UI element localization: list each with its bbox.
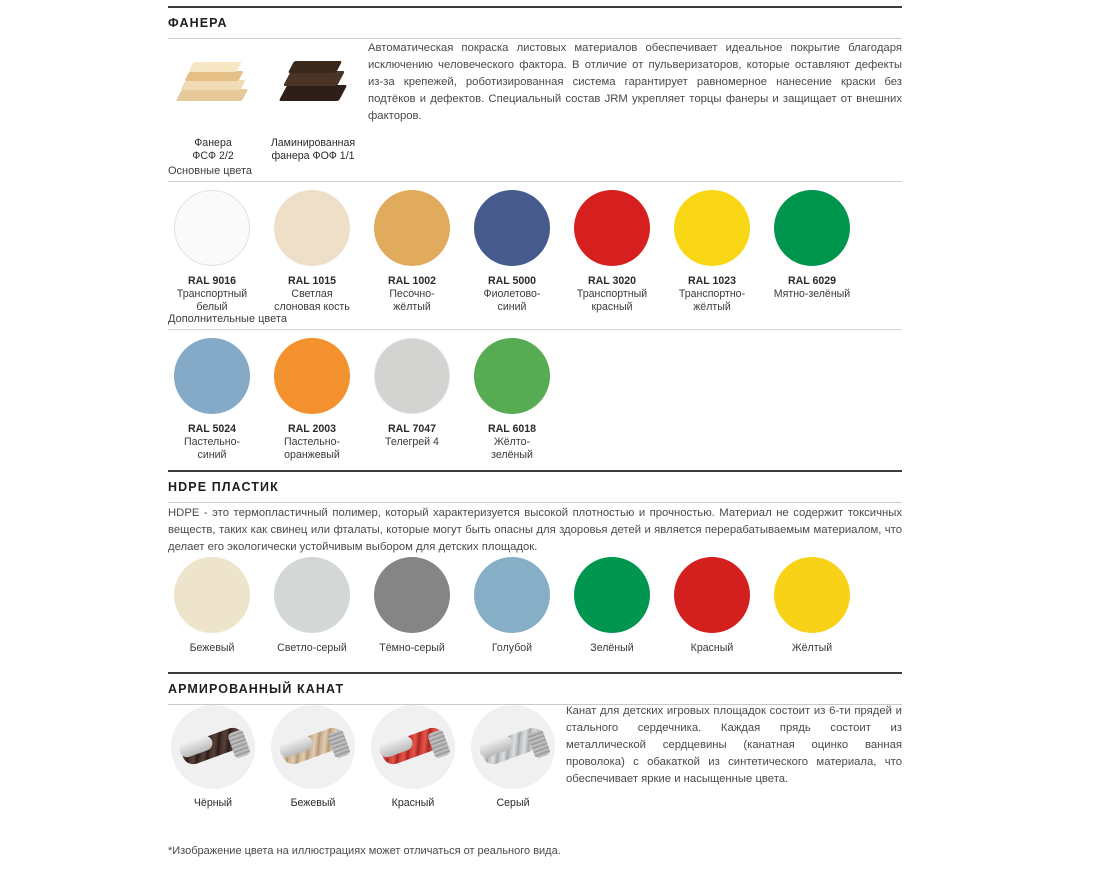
swatch-code: RAL 7047 <box>387 423 437 435</box>
rope-caption <box>463 797 563 810</box>
rope-icon <box>271 705 355 789</box>
main-colors-row <box>162 190 862 314</box>
swatch-dot <box>274 190 350 266</box>
swatch-name-2: синий <box>497 301 527 313</box>
section-header-rope <box>168 672 902 705</box>
swatch-dot <box>674 557 750 633</box>
swatch-dot <box>574 190 650 266</box>
swatch-caption <box>462 275 562 314</box>
swatch-dot <box>474 557 550 633</box>
swatch-code: RAL 3020 <box>587 275 637 287</box>
swatch-code: RAL 6018 <box>487 423 537 435</box>
plywood-materials <box>163 45 363 163</box>
swatch-name-1: Мятно-зелёный <box>773 288 851 300</box>
swatch-code: RAL 6029 <box>787 275 837 287</box>
rope-caption <box>163 797 263 810</box>
color-swatch[interactable] <box>462 338 562 462</box>
material-line1: Ламинированная <box>270 137 356 149</box>
color-swatch[interactable] <box>562 557 662 655</box>
swatch-name-1: Жёлто- <box>493 436 530 448</box>
swatch-name-2: слоновая кость <box>274 301 350 313</box>
swatch-name-2: синий <box>197 449 227 461</box>
rope-icon <box>471 705 555 789</box>
swatch-name: Голубой <box>491 642 533 654</box>
swatch-name-2: жёлтый <box>693 301 731 313</box>
swatch-code: RAL 1002 <box>387 275 437 287</box>
swatch-caption <box>162 423 262 462</box>
swatch-caption <box>762 275 862 301</box>
color-swatch[interactable] <box>262 190 362 314</box>
color-swatch[interactable] <box>162 557 262 655</box>
rope-swatch[interactable] <box>263 705 363 810</box>
rope-swatch[interactable] <box>163 705 263 810</box>
swatch-caption <box>362 275 462 314</box>
material-line2: фанера ФОФ 1/1 <box>271 150 355 162</box>
material-caption <box>263 137 363 163</box>
section-title: HDPE ПЛАСТИК <box>168 480 279 494</box>
swatch-caption <box>162 642 262 655</box>
section-title: АРМИРОВАННЫЙ КАНАТ <box>168 682 345 696</box>
swatch-caption <box>162 275 262 314</box>
swatch-caption <box>362 642 462 655</box>
color-swatch[interactable] <box>262 557 362 655</box>
material-line1: Фанера <box>194 137 232 149</box>
swatch-caption <box>262 275 362 314</box>
swatch-dot <box>774 190 850 266</box>
rope-description: Канат для детских игровых площадок состоит из 6-ти прядей и стального сердечника. Каждая прядь состоит из металлической сердцевины (канатная оцинко ванная проволока) с обакаткой из синтетического материала, что обеспечивает яркие и насыщенные цвета. <box>566 705 902 785</box>
swatch-code: RAL 2003 <box>287 423 337 435</box>
laminated-plywood-icon <box>271 45 355 129</box>
swatch-name-2: зелёный <box>491 449 533 461</box>
color-swatch[interactable] <box>362 190 462 314</box>
color-swatch[interactable] <box>462 557 562 655</box>
color-swatch[interactable] <box>362 338 462 462</box>
swatch-dot <box>174 190 250 266</box>
swatch-name-1: Светлая <box>291 288 333 300</box>
swatch-caption <box>462 642 562 655</box>
swatch-name-1: Телегрей 4 <box>385 436 439 448</box>
swatch-dot <box>274 557 350 633</box>
material-line2: ФСФ 2/2 <box>192 150 234 162</box>
color-swatch[interactable] <box>762 190 862 314</box>
material-caption <box>163 137 263 163</box>
color-swatch[interactable] <box>762 557 862 655</box>
swatch-code: RAL 1015 <box>287 275 337 287</box>
swatch-dot <box>174 557 250 633</box>
color-swatch[interactable] <box>462 190 562 314</box>
swatch-caption <box>662 642 762 655</box>
rope-colors-row <box>163 705 563 810</box>
swatch-name-2: оранжевый <box>284 449 340 461</box>
rope-icon <box>171 705 255 789</box>
swatch-caption <box>262 423 362 462</box>
extra-colors-label: Дополнительные цвета <box>168 313 902 330</box>
color-swatch[interactable] <box>262 338 362 462</box>
swatch-dot <box>374 338 450 414</box>
color-swatch[interactable] <box>662 190 762 314</box>
swatch-caption <box>562 642 662 655</box>
material-item[interactable] <box>263 45 363 163</box>
main-colors-label: Основные цвета <box>168 165 902 182</box>
swatch-caption <box>762 642 862 655</box>
swatch-name: Светло-серый <box>277 642 347 654</box>
swatch-dot <box>674 190 750 266</box>
swatch-name: Тёмно-серый <box>379 642 445 654</box>
swatch-name-1: Пастельно- <box>283 436 341 448</box>
swatch-name-2: белый <box>196 301 228 313</box>
rope-icon <box>371 705 455 789</box>
color-swatch[interactable] <box>662 557 762 655</box>
swatch-code: RAL 5024 <box>187 423 237 435</box>
swatch-caption <box>662 275 762 314</box>
plywood-description: Автоматическая покраска листовых материалов обеспечивает идеальное покрытие благодаря исключению человеческого фактора. В отличие от пульверизаторов, которые оставляют дефекты из-за крепежей, роботизированная система гарантирует равномерное нанесение краски без подтёков и дефектов. Специальный состав JRM укрепляет торцы фанеры и защищает от внешних факторов. <box>368 42 902 122</box>
plywood-stack-icon <box>171 45 255 129</box>
material-item[interactable] <box>163 45 263 163</box>
swatch-name: Бежевый <box>189 642 235 654</box>
swatch-dot <box>374 557 450 633</box>
rope-caption <box>363 797 463 810</box>
hdpe-colors-row <box>162 557 862 655</box>
swatch-caption <box>262 642 362 655</box>
swatch-name: Красный <box>690 642 734 654</box>
swatch-name-2: жёлтый <box>393 301 431 313</box>
rope-name: Серый <box>496 797 530 809</box>
swatch-dot <box>474 338 550 414</box>
swatch-name: Зелёный <box>590 642 634 654</box>
color-swatch[interactable] <box>162 190 262 314</box>
swatch-dot <box>274 338 350 414</box>
swatch-dot <box>374 190 450 266</box>
swatch-name-1: Транспортный <box>576 288 648 300</box>
swatch-caption <box>562 275 662 314</box>
swatch-code: RAL 9016 <box>187 275 237 287</box>
rope-name: Чёрный <box>193 797 233 809</box>
swatch-name-2: красный <box>591 301 633 313</box>
swatch-code: RAL 5000 <box>487 275 537 287</box>
section-header-hdpe <box>168 470 902 503</box>
footnote: *Изображение цвета на иллюстрациях может отличаться от реального вида. <box>168 845 561 857</box>
swatch-dot <box>774 557 850 633</box>
swatch-name-1: Песочно- <box>389 288 435 300</box>
rope-name: Красный <box>391 797 435 809</box>
rope-name: Бежевый <box>290 797 336 809</box>
swatch-name-1: Пастельно- <box>183 436 241 448</box>
rope-swatch[interactable] <box>363 705 463 810</box>
hdpe-description: HDPE - это термопластичный полимер, который характеризуется высокой плотностью и прочностью. Материал не содержит токсичных веществ, таких как свинец или фталаты, которые могут быть опасны для здоровья детей и является перерабатываемым материалом, что делает его экологически устойчивым выбором для детских площадок. <box>168 507 902 553</box>
swatch-dot <box>174 338 250 414</box>
rope-swatch[interactable] <box>463 705 563 810</box>
swatch-caption <box>362 423 462 449</box>
swatch-dot <box>474 190 550 266</box>
swatch-code: RAL 1023 <box>687 275 737 287</box>
swatch-caption <box>462 423 562 462</box>
swatch-name-1: Транспортно- <box>678 288 746 300</box>
section-title: ФАНЕРА <box>168 16 228 30</box>
section-header-plywood <box>168 6 902 39</box>
color-swatch[interactable] <box>362 557 462 655</box>
swatch-dot <box>574 557 650 633</box>
color-swatch[interactable] <box>162 338 262 462</box>
color-swatch[interactable] <box>562 190 662 314</box>
rope-caption <box>263 797 363 810</box>
swatch-name: Жёлтый <box>791 642 833 654</box>
extra-colors-row <box>162 338 562 462</box>
swatch-name-1: Фиолетово- <box>483 288 541 300</box>
swatch-name-1: Транспортный <box>176 288 248 300</box>
